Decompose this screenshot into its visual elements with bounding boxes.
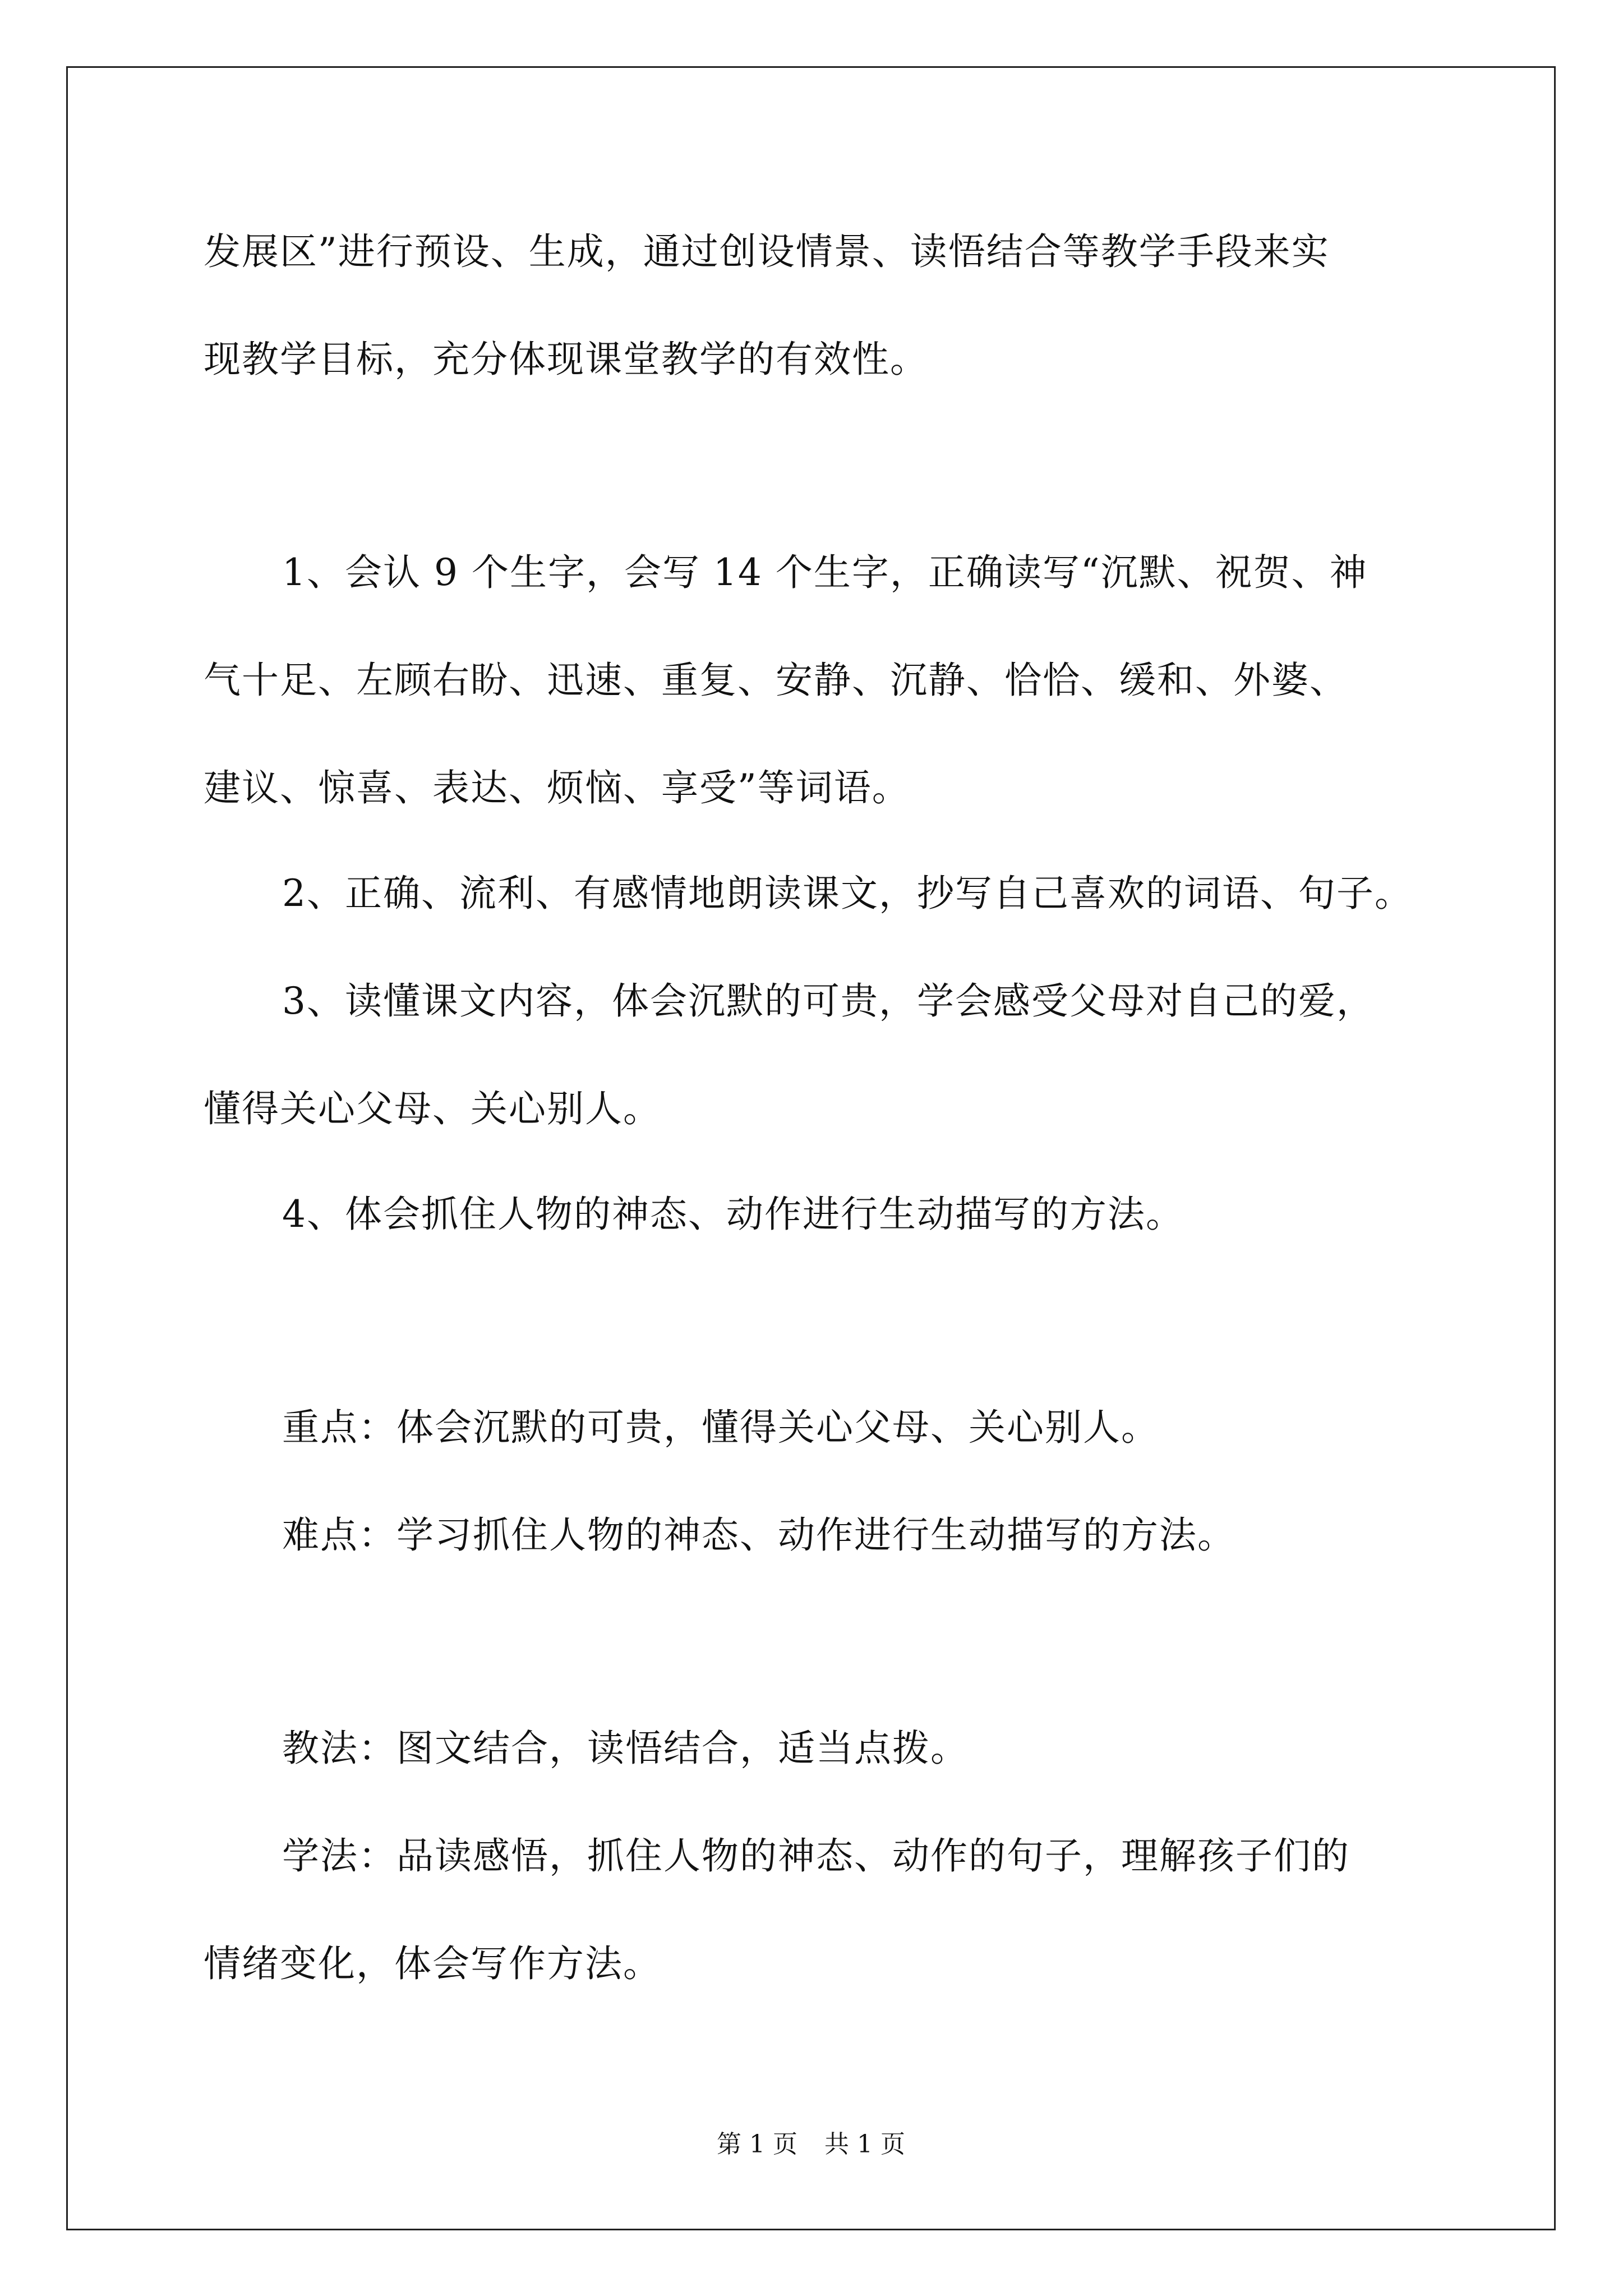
page-footer (68, 2129, 1554, 2160)
goal-2-line-1: 2、正确、流利、有感情地朗读课文，抄写自己喜欢的词语、句子。 (282, 872, 1413, 915)
goal-3-line-1: 3、读懂课文内容，体会沉默的可贵，学会感受父母对自己的爱， (282, 979, 1375, 1023)
difficulty-line-1: 难点：学习抓住人物的神态、动作进行生动描写的方法。 (282, 1513, 1235, 1557)
page-frame (66, 66, 1556, 2230)
goal-1-line-1: 1、会认 9 个生字，会写 14 个生字，正确读写“沉默、祝贺、神 (282, 551, 1368, 594)
intro-line-1: 发展区”进行预设、生成，通过创设情景、读悟结合等教学手段来实 (204, 230, 1330, 273)
page-total: 共 1 页 (824, 2130, 905, 2159)
intro-line-2: 现教学目标，充分体现课堂教学的有效性。 (204, 338, 928, 381)
goal-4-line-1: 4、体会抓住人物的神态、动作进行生动描写的方法。 (282, 1193, 1184, 1236)
learning-method-line-2: 情绪变化，体会写作方法。 (204, 1942, 661, 1985)
teaching-method-line-1: 教法：图文结合，读悟结合，适当点拨。 (282, 1727, 969, 1770)
page-number: 第 1 页 (717, 2130, 797, 2159)
goal-1-line-3: 建议、惊喜、表达、烦恼、享受”等词语。 (204, 766, 910, 809)
key-point-line-1: 重点：体会沉默的可贵，懂得关心父母、关心别人。 (282, 1406, 1159, 1449)
learning-method-line-1: 学法：品读感悟，抓住人物的神态、动作的句子，理解孩子们的 (282, 1834, 1350, 1878)
goal-3-line-2: 懂得关心父母、关心别人。 (204, 1087, 661, 1130)
goal-1-line-2: 气十足、左顾右盼、迅速、重复、安静、沉静、恰恰、缓和、外婆、 (204, 659, 1348, 702)
